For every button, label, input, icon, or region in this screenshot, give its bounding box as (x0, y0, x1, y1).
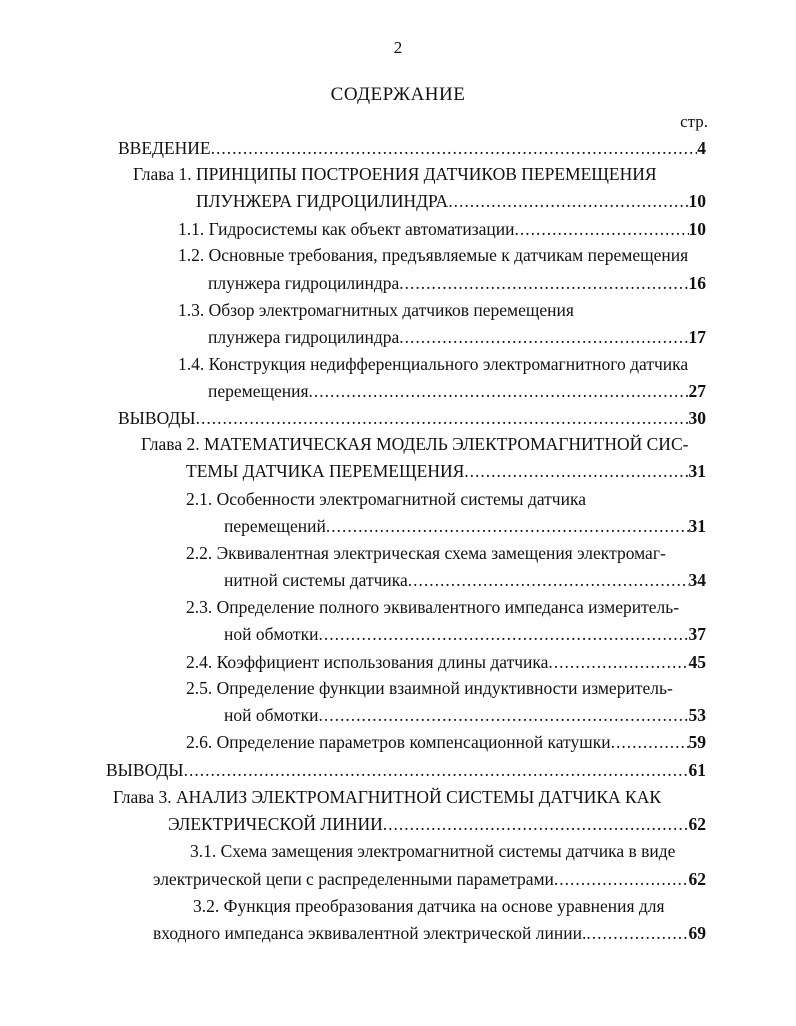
toc-entry-page: 30 (688, 408, 706, 428)
toc-entry-page: 17 (688, 327, 706, 347)
toc-entry-text: 2.6. Определение параметров компенсационной катушки (186, 732, 611, 752)
toc-entry-page: 31 (688, 516, 706, 536)
toc-leader-dots (586, 922, 688, 944)
toc-entry-text: перемещений (224, 516, 326, 536)
toc-entry-2-1 (224, 515, 706, 537)
toc-leader-dots (548, 651, 688, 673)
toc-entry-conclusions-2 (106, 759, 706, 781)
toc-entry-conclusions-1 (118, 407, 706, 429)
toc-entry-introduction (118, 137, 706, 159)
toc-entry-text: ной обмотки (224, 624, 319, 644)
toc-leader-dots (211, 137, 698, 159)
toc-entry-text: ПЛУНЖЕРА ГИДРОЦИЛИНДРА (196, 191, 449, 211)
toc-entry-text: 2.4. Коэффициент использования длины датчика (186, 652, 549, 672)
toc-entry-3-1 (153, 868, 706, 890)
toc-leader-dots (196, 407, 689, 429)
toc-entry-chapter-2-line-1: Глава 2. МАТЕМАТИЧЕСКАЯ МОДЕЛЬ ЭЛЕКТРОМАГНИТНОЙ СИС- (141, 434, 689, 454)
toc-entry-chapter-3-line-1: Глава 3. АНАЛИЗ ЭЛЕКТРОМАГНИТНОЙ СИСТЕМЫ ДАТЧИКА КАК (113, 787, 662, 807)
toc-leader-dots (383, 813, 689, 835)
toc-entry-page: 62 (688, 869, 706, 889)
toc-entry-chapter-1 (196, 190, 706, 212)
toc-entry-text: ВВЕДЕНИЕ (118, 138, 211, 158)
toc-leader-dots (326, 515, 689, 537)
toc-entry-text: плунжера гидроцилиндра (208, 327, 400, 347)
toc-entry-1-4-line-1: 1.4. Конструкция недифференциального электромагнитного датчика (178, 354, 689, 374)
toc-entry-page: 31 (688, 461, 706, 481)
toc-entry-2-3 (224, 623, 706, 645)
toc-entry-page: 16 (688, 273, 706, 293)
toc-entry-page: 45 (688, 652, 706, 672)
toc-entry-page: 10 (688, 219, 706, 239)
toc-entry-2-4 (186, 651, 706, 673)
toc-entry-text: входного импеданса эквивалентной электрической линии. (153, 923, 587, 943)
toc-entry-page: 34 (688, 570, 706, 590)
toc-entry-1-3-line-1: 1.3. Обзор электромагнитных датчиков перемещения (178, 300, 574, 320)
toc-leader-dots (184, 759, 689, 781)
toc-entry-2-6 (186, 731, 706, 753)
toc-entry-page: 69 (688, 923, 706, 943)
toc-entry-text: нитной системы датчика (224, 570, 408, 590)
toc-leader-dots (309, 380, 689, 402)
toc-entry-text: плунжера гидроцилиндра (208, 273, 400, 293)
toc-entry-1-2-line-1: 1.2. Основные требования, предъявляемые к датчикам перемещения (178, 245, 689, 265)
toc-leader-dots (448, 190, 688, 212)
toc-entry-page: 62 (688, 814, 706, 834)
toc-entry-page: 59 (688, 732, 706, 752)
toc-entry-page: 27 (688, 381, 706, 401)
toc-entry-3-2 (153, 922, 706, 944)
toc-leader-dots (611, 731, 689, 753)
toc-entry-text: электрической цепи с распределенными параметрами (153, 869, 554, 889)
toc-leader-dots (318, 704, 688, 726)
toc-entry-2-5 (224, 704, 706, 726)
toc-leader-dots (399, 272, 688, 294)
toc-entry-2-2-line-1: 2.2. Эквивалентная электрическая схема замещения электромаг- (186, 543, 666, 563)
toc-entry-text: 1.1. Гидросистемы как объект автоматизации (178, 219, 515, 239)
page-number: 2 (393, 38, 403, 57)
toc-entry-2-3-line-1: 2.3. Определение полного эквивалентного импеданса измеритель- (186, 597, 680, 617)
toc-entry-page: 53 (688, 705, 706, 725)
toc-entry-chapter-1-line-1: Глава 1. ПРИНЦИПЫ ПОСТРОЕНИЯ ДАТЧИКОВ ПЕРЕМЕЩЕНИЯ (133, 164, 657, 184)
toc-entry-text: ТЕМЫ ДАТЧИКА ПЕРЕМЕЩЕНИЯ (186, 461, 465, 481)
toc-entry-1-2 (208, 272, 706, 294)
toc-entry-3-2-line-1: 3.2. Функция преобразования датчика на основе уравнения для (193, 896, 665, 916)
toc-entry-page: 61 (688, 760, 706, 780)
toc-entry-2-5-line-1: 2.5. Определение функции взаимной индуктивности измеритель- (186, 678, 673, 698)
toc-leader-dots (464, 460, 688, 482)
page-title: СОДЕРЖАНИЕ (330, 84, 466, 105)
toc-entry-chapter-3 (168, 813, 706, 835)
toc-entry-text: ВЫВОДЫ (118, 408, 196, 428)
toc-entry-3-1-line-1: 3.1. Схема замещения электромагнитной системы датчика в виде (190, 841, 676, 861)
toc-entry-2-2 (224, 569, 706, 591)
toc-entry-page: 37 (688, 624, 706, 644)
toc-leader-dots (318, 623, 688, 645)
toc-entry-text: ЭЛЕКТРИЧЕСКОЙ ЛИНИИ (168, 814, 383, 834)
toc-entry-1-3 (208, 326, 706, 348)
toc-entry-text: перемещения (208, 381, 309, 401)
toc-entry-text: ВЫВОДЫ (106, 760, 184, 780)
toc-entry-chapter-2 (186, 460, 706, 482)
toc-entry-text: ной обмотки (224, 705, 319, 725)
toc-entry-1-1 (178, 218, 706, 240)
page-column-label: стр. (680, 112, 708, 131)
toc-leader-dots (554, 868, 689, 890)
toc-entry-1-4 (208, 380, 706, 402)
toc-entry-2-1-line-1: 2.1. Особенности электромагнитной системы датчика (186, 489, 586, 509)
toc-entry-page: 10 (688, 191, 706, 211)
toc-entry-page: 4 (697, 138, 706, 158)
toc-leader-dots (515, 218, 689, 240)
toc-leader-dots (399, 326, 688, 348)
toc-leader-dots (408, 569, 689, 591)
